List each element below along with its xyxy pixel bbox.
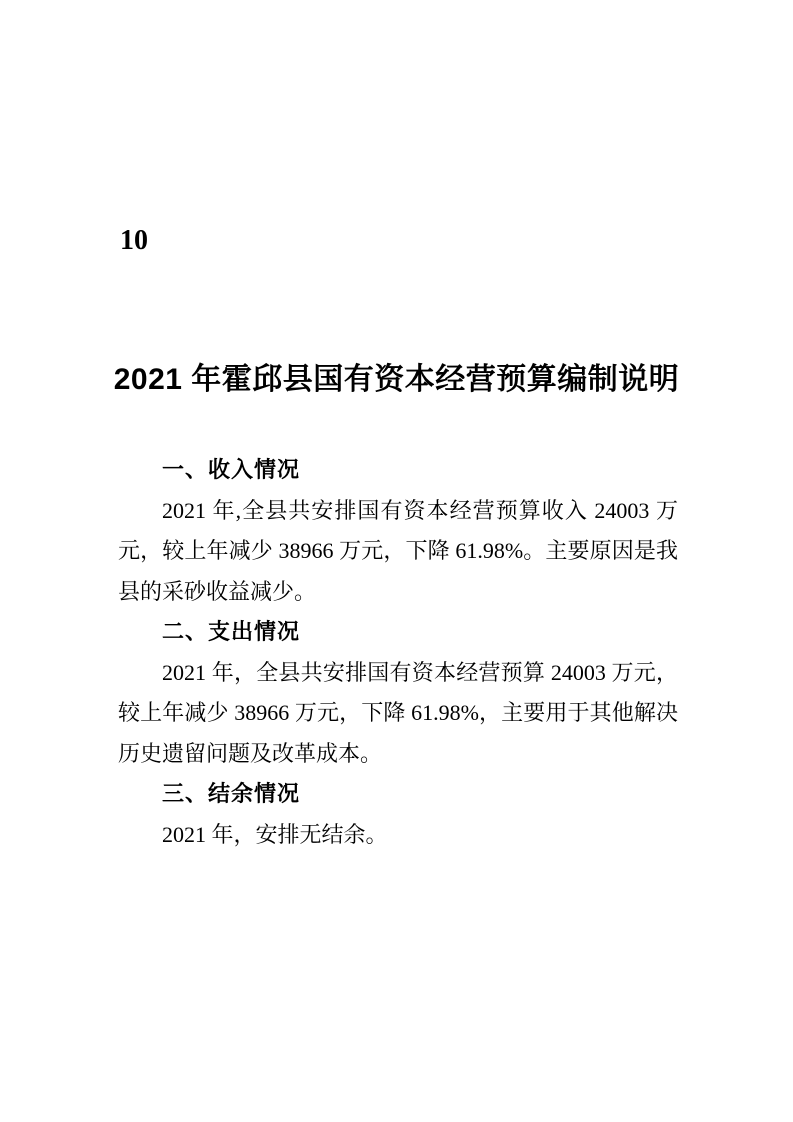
document-title: 2021 年霍邱县国有资本经营预算编制说明 bbox=[113, 363, 680, 396]
document-body bbox=[118, 450, 678, 855]
section-income-heading: 一、收入情况 bbox=[162, 457, 301, 482]
section-balance-heading: 三、结余情况 bbox=[162, 781, 301, 806]
section-expenditure-heading: 二、支出情况 bbox=[162, 619, 301, 644]
section-balance-paragraph: 2021 年，安排无结余。 bbox=[162, 821, 388, 847]
page-number: 10 bbox=[120, 225, 148, 256]
section-balance bbox=[118, 774, 678, 855]
section-income-paragraph: 2021 年,全县共安排国有资本经营预算收入 24003 万元，较上年减少 38966 万元，下降 61.98%。主要原因是我县的采砂收益减少。 bbox=[118, 497, 678, 604]
section-income bbox=[118, 450, 678, 612]
section-expenditure bbox=[118, 612, 678, 774]
section-expenditure-paragraph: 2021 年，全县共安排国有资本经营预算 24003 万元，较上年减少 38966 万元，下降 61.98%，主要用于其他解决历史遗留问题及改革成本。 bbox=[118, 659, 678, 766]
